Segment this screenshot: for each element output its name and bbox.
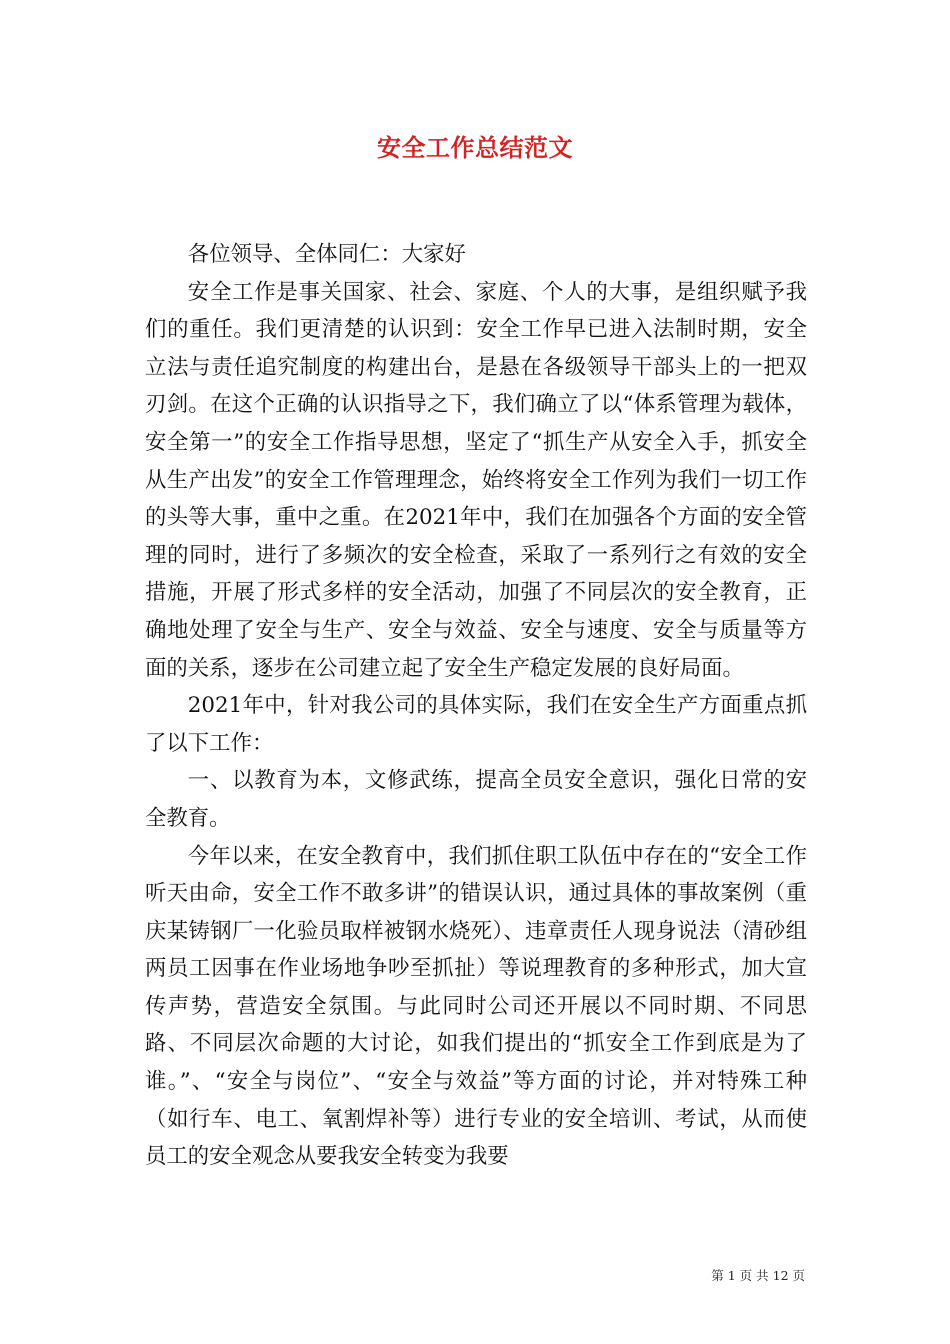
greeting-paragraph: 各位领导、全体同仁：大家好: [187, 242, 466, 267]
document-body: [145, 236, 807, 1176]
education-paragraph: 今年以来，在安全教育中，我们抓住职工队伍中存在的“安全工作听天由命，安全工作不敢多讲”的错误认识，通过具体的事故案例（重庆某铸钢厂一化验员取样被钢水烧死）、违章责任人现身说法（清砂组两员工因事在作业场地争吵至抓扯）等说理教育的多种形式，加大宣传声势，营造安全氛围。与此同时公司还开展以不同时期、不同思路、不同层次命题的大讨论，如我们提出的“抓安全工作到底是为了谁。”、“安全与岗位”、“安全与效益”等方面的讨论，并对特殊工种（如行车、电工、氧割焊补等）进行专业的安全培训、考试，从而使员工的安全观念从要我安全转变为我要: [145, 843, 807, 1170]
section-heading-1: 一、以教育为本，文修武练，提高全员安全意识，强化日常的安全教育。: [145, 768, 807, 831]
document-title: 安全工作总结范文: [377, 133, 573, 162]
intro-paragraph: 安全工作是事关国家、社会、家庭、个人的大事，是组织赋予我们的重任。我们更清楚的认识到：安全工作早已进入法制时期，安全立法与责任追究制度的构建出台，是悬在各级领导干部头上的一把双刃剑。在这个正确的认识指导之下，我们确立了以“体系管理为载体，安全第一”的安全工作指导思想，坚定了“抓生产从安全入手，抓安全从生产出发”的安全工作管理理念，始终将安全工作列为我们一切工作的头等大事，重中之重。在2021年中，我们在加强各个方面的安全管理的同时，进行了多频次的安全检查，采取了一系列行之有效的安全措施，开展了形式多样的安全活动，加强了不同层次的安全教育，正确地处理了安全与生产、安全与效益、安全与速度、安全与质量等方面的关系，逐步在公司建立起了安全生产稳定发展的良好局面。: [145, 279, 807, 681]
page-number: 第 1 页 共 12 页: [711, 1268, 805, 1283]
overview-paragraph: 2021年中，针对我公司的具体实际，我们在安全生产方面重点抓了以下工作：: [145, 693, 807, 756]
